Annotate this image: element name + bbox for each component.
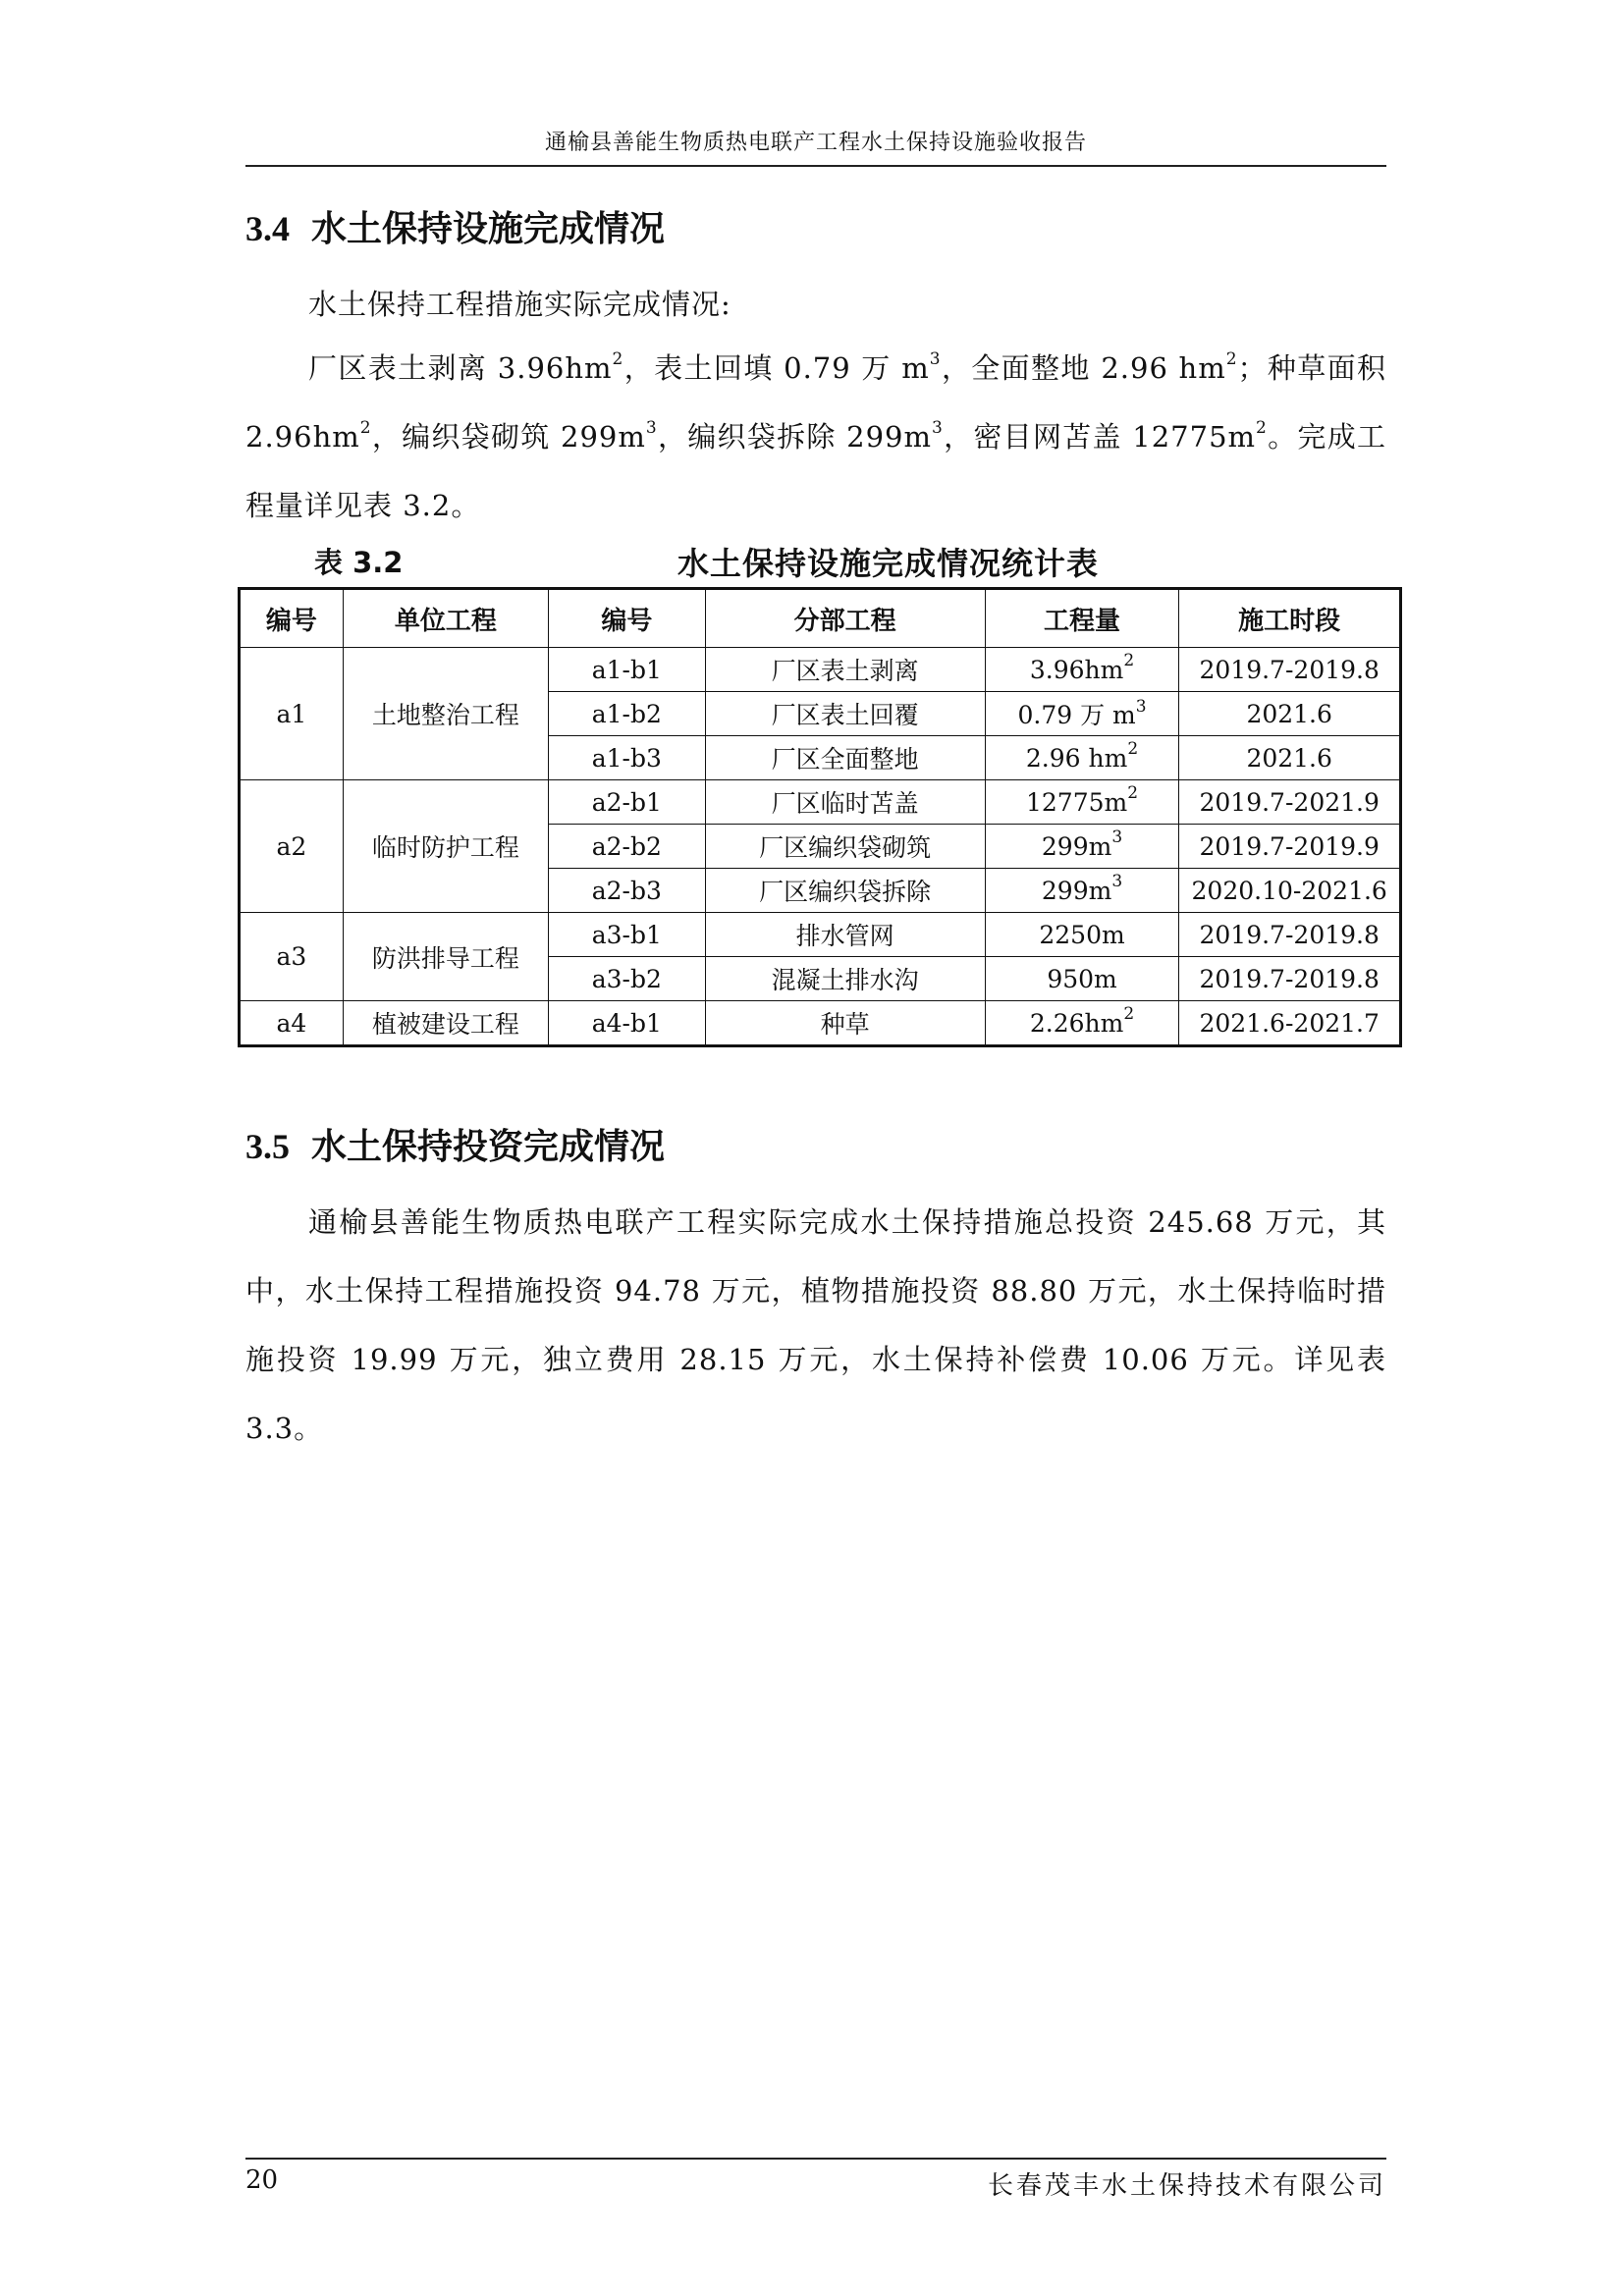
group-id-cell: a4 (240, 1001, 344, 1046)
code-cell: a2-b1 (549, 780, 706, 825)
period-cell: 2019.7-2019.8 (1179, 957, 1401, 1001)
superscript: 2 (1256, 418, 1268, 439)
qty-unit-sup: 2 (1127, 739, 1139, 760)
period-cell: 2019.7-2021.9 (1179, 780, 1401, 825)
quantity-cell (985, 692, 1179, 736)
column-header: 单位工程 (343, 589, 548, 648)
code-cell: a4-b1 (549, 1001, 706, 1046)
table-row (240, 913, 1401, 957)
superscript: 2 (359, 418, 372, 439)
section-3-4-intro: 水土保持工程措施实际完成情况: (308, 288, 731, 321)
text-run: ，表土回填 0.79 万 m (623, 351, 930, 385)
code-cell: a1-b1 (549, 648, 706, 692)
code-cell: a3-b2 (549, 957, 706, 1001)
period-cell: 2019.7-2019.9 (1179, 825, 1401, 869)
section-3-4-paragraph (245, 334, 1386, 540)
page-number: 20 (245, 2165, 279, 2195)
column-header: 施工时段 (1179, 589, 1401, 648)
footer-divider (245, 2158, 1386, 2160)
item-cell: 厂区表土剥离 (705, 648, 985, 692)
quantity-cell (985, 736, 1179, 780)
table-row (240, 648, 1401, 692)
qty-unit-sup: 2 (1123, 1004, 1135, 1025)
code-cell: a2-b2 (549, 825, 706, 869)
superscript: 3 (929, 349, 942, 370)
text-run: ，密目网苫盖 12775m (943, 420, 1257, 454)
table-caption (245, 535, 1386, 584)
code-cell: a1-b3 (549, 736, 706, 780)
qty-unit-sup: 3 (1111, 828, 1123, 848)
group-name-cell: 植被建设工程 (343, 1001, 548, 1046)
section-3-4-heading (245, 201, 665, 251)
section-number: 3.4 (245, 209, 290, 248)
qty-value: 2.26hm (1029, 1008, 1124, 1038)
quantity-cell (985, 825, 1179, 869)
group-id-cell: a1 (240, 648, 344, 780)
section-3-5-paragraph: 通榆县善能生物质热电联产工程实际完成水土保持措施总投资 245.68 万元，其中，水土保持工程措施投资 94.78 万元，植物措施投资 88.80 万元，水土保持临时措施投资 19.99 万元，独立费用 28.15 万元，水土保持补偿费 10.06 万元。详见表 3.3。 (245, 1205, 1386, 1445)
period-cell: 2021.6-2021.7 (1179, 1001, 1401, 1046)
period-cell: 2020.10-2021.6 (1179, 869, 1401, 913)
item-cell: 厂区表土回覆 (705, 692, 985, 736)
superscript: 2 (1225, 349, 1238, 370)
qty-value: 12775m (1025, 787, 1128, 817)
table-label: 表 3.2 (314, 546, 404, 579)
group-id-cell: a3 (240, 913, 344, 1001)
group-name-cell: 临时防护工程 (343, 780, 548, 913)
group-name-cell: 防洪排导工程 (343, 913, 548, 1001)
text-run: ，编织袋砌筑 299m (371, 420, 646, 454)
text-run: 。完成工程量详见表 3.2。 (245, 420, 1386, 522)
code-cell: a1-b2 (549, 692, 706, 736)
column-header: 工程量 (985, 589, 1179, 648)
period-cell: 2019.7-2019.8 (1179, 648, 1401, 692)
superscript: 2 (612, 349, 624, 370)
text-run: ，全面整地 2.96 hm (941, 351, 1226, 385)
item-cell: 种草 (705, 1001, 985, 1046)
item-cell: 厂区编织袋砌筑 (705, 825, 985, 869)
quantity-cell: 950m (985, 957, 1179, 1001)
table-title: 水土保持设施完成情况统计表 (677, 545, 1100, 582)
group-id-cell: a2 (240, 780, 344, 913)
qty-unit-sup: 3 (1111, 872, 1123, 892)
section-3-5-heading (245, 1119, 665, 1169)
table-header-row (240, 589, 1401, 648)
table-row (240, 780, 1401, 825)
qty-value: 0.79 万 m (1017, 701, 1136, 729)
item-cell: 厂区编织袋拆除 (705, 869, 985, 913)
column-header: 分部工程 (705, 589, 985, 648)
footer-company: 长春茂丰水土保持技术有限公司 (987, 2171, 1386, 2201)
quantity-cell: 2250m (985, 913, 1179, 957)
quantity-cell (985, 1001, 1179, 1046)
column-header: 编号 (240, 589, 344, 648)
table-row (240, 1001, 1401, 1046)
qty-value: 299m (1041, 831, 1112, 861)
section-title: 水土保持投资完成情况 (311, 1127, 666, 1167)
item-cell: 厂区全面整地 (705, 736, 985, 780)
period-cell: 2019.7-2019.8 (1179, 913, 1401, 957)
quantity-cell (985, 780, 1179, 825)
column-header: 编号 (549, 589, 706, 648)
text-run: ；种草面积 2.96hm (245, 351, 1386, 454)
qty-value: 3.96hm (1029, 655, 1124, 684)
superscript: 3 (645, 418, 658, 439)
header-divider (245, 165, 1386, 167)
quantity-cell (985, 648, 1179, 692)
text-run: ，编织袋拆除 299m (657, 420, 932, 454)
running-header: 通榆县善能生物质热电联产工程水土保持设施验收报告 (544, 131, 1087, 155)
qty-value: 299m (1041, 876, 1112, 905)
period-cell: 2021.6 (1179, 736, 1401, 780)
code-cell: a2-b3 (549, 869, 706, 913)
item-cell: 排水管网 (705, 913, 985, 957)
group-name-cell: 土地整治工程 (343, 648, 548, 780)
completion-stats-table (238, 587, 1402, 1047)
superscript: 3 (932, 418, 944, 439)
quantity-cell (985, 869, 1179, 913)
code-cell: a3-b1 (549, 913, 706, 957)
qty-unit-sup: 2 (1127, 783, 1139, 804)
period-cell: 2021.6 (1179, 692, 1401, 736)
qty-unit-sup: 3 (1135, 696, 1147, 717)
section-number: 3.5 (245, 1127, 290, 1166)
qty-unit-sup: 2 (1123, 651, 1135, 671)
item-cell: 厂区临时苫盖 (705, 780, 985, 825)
section-title: 水土保持设施完成情况 (311, 209, 666, 249)
text-run: 厂区表土剥离 3.96hm (308, 351, 613, 385)
qty-value: 2.96 hm (1025, 743, 1128, 773)
item-cell: 混凝土排水沟 (705, 957, 985, 1001)
